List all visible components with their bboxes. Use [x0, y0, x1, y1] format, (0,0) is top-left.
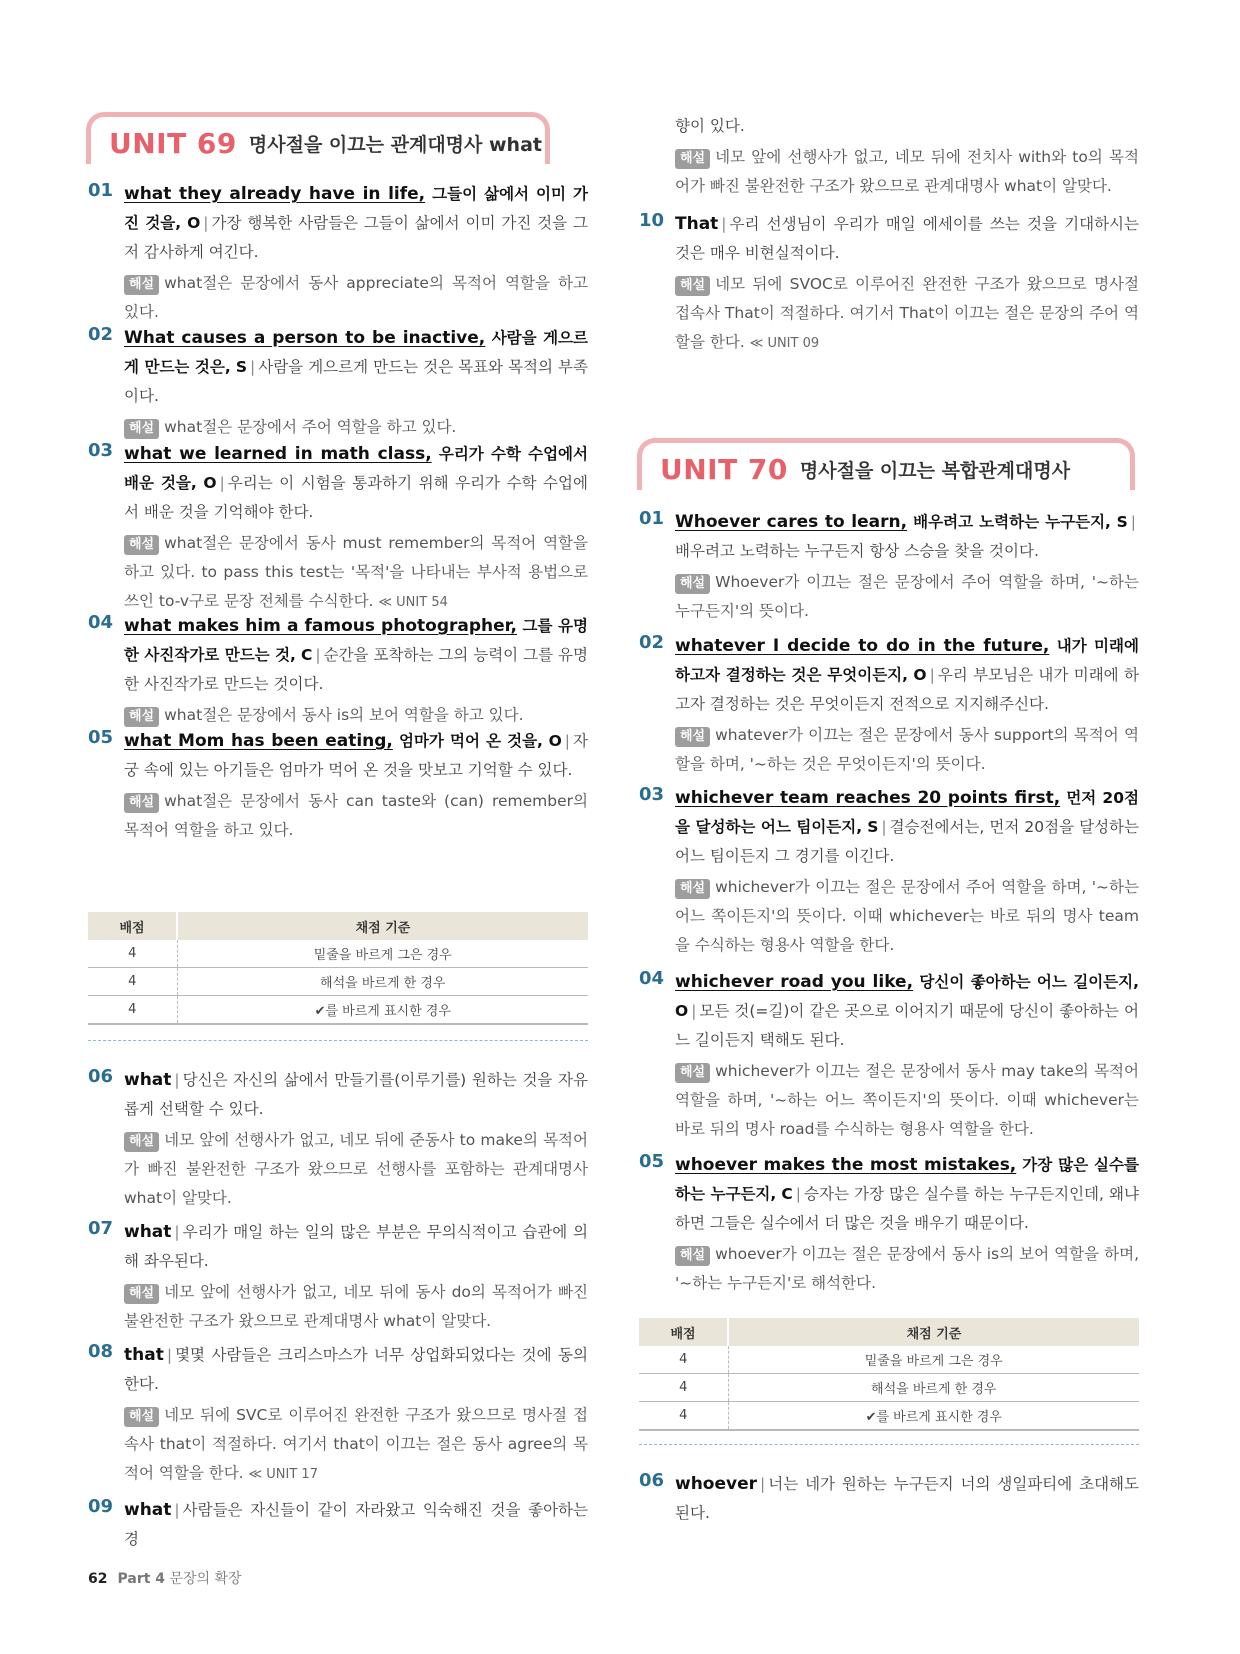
- item-number: 04: [88, 612, 114, 633]
- explanation: whoever가 이끄는 절은 문장에서 동사 is의 보어 역할을 하며, '~하는 누구든지'로 해석한다.: [675, 1245, 1139, 1292]
- item-number: 02: [639, 632, 665, 653]
- translation: 우리 부모님은 내가 미래에 하고자 결정하는 것은 무엇이든지 전적으로 지지해주신다.: [675, 666, 1139, 713]
- header-points: 배점: [639, 1318, 728, 1346]
- answer-translation: 사람을 게으르게 만드는 것은,: [124, 329, 588, 376]
- item-number: 03: [88, 440, 114, 461]
- answer: what: [124, 1222, 172, 1242]
- translation: 가장 행복한 사람들은 그들이 삶에서 이미 가진 것을 그저 감사하게 여긴다.: [124, 214, 588, 261]
- item-number: 01: [639, 508, 665, 529]
- table-cell: ✔를 바르게 표시한 경우: [728, 1402, 1139, 1431]
- explanation: what절은 문장에서 동사 appreciate의 목적어 역할을 하고 있다.: [124, 274, 588, 321]
- translation: 모든 것(=길)이 같은 곳으로 이어지기 때문에 당신이 좋아하는 어느 길이든지 택해도 된다.: [675, 1002, 1139, 1049]
- u70-item-02: 02 whatever I decide to do in the future, 내가 미래에 하고자 결정하는 것은 무엇이든지, O | 우리 부모님은 내가 미래에 하고자 결정하는 것은 무엇이든지 전적으로 지지해주신다. 해설 whatever가 이끄는 절은 문장에서 동사 support의 목적어 역할을 하며, '~하는 것은 무엇이든지'의 뜻이다.: [639, 632, 1139, 773]
- item-number: 08: [88, 1341, 114, 1362]
- explanation-badge: 해설: [124, 535, 159, 555]
- translation: 너는 네가 원하는 누구든지 너의 생일파티에 초대해도 된다.: [675, 1475, 1139, 1522]
- part-label: Part 4: [117, 1571, 166, 1587]
- explanation-badge: 해설: [124, 275, 159, 295]
- answer-translation: 당신이 좋아하는 어느 길이든지,: [913, 973, 1140, 991]
- unit-70-header: [637, 438, 1135, 490]
- table-cell: 밑줄을 바르게 그은 경우: [177, 940, 588, 968]
- explanation-badge: 해설: [124, 1284, 159, 1304]
- answer-translation: 그들이 삶에서 이미 가진 것을,: [124, 185, 588, 232]
- header-points: 배점: [88, 912, 177, 940]
- item-number: 03: [639, 784, 665, 805]
- sentence-role: O: [203, 474, 217, 492]
- answer-translation: 우리가 수학 수업에서 배운 것을,: [124, 445, 588, 492]
- u69-item-02: 02 What causes a person to be inactive, 사람을 게으르게 만드는 것은, S | 사람을 게으르게 만드는 것은 목표와 목적의 부족 이다. 해설 what절은 문장에서 주어 역할을 하고 있다.: [88, 324, 588, 442]
- table-cell: 4: [88, 940, 177, 968]
- u69-item-03: 03 what we learned in math class, 우리가 수학 수업에서 배운 것을, O | 우리는 이 시험을 통과하기 위해 우리가 수학 수업에서 배운 것을 기억해야 한다. 해설 what절은 문장에서 동사 must remember의 목적어 역할을 하고 있다. to pass this test는 '목적'을 나타내는 부사적 용법으로 쓰인 to-v구로 문장 전체를 수식한다. ≪ UNIT 54: [88, 440, 588, 610]
- answer-translation: 내가 미래에 하고자 결정하는 것은 무엇이든지,: [675, 637, 1139, 684]
- translation: 우리 선생님이 우리가 매일 에세이를 쓰는 것을 기대하시는 것은 매우 비현실적이다.: [675, 215, 1139, 262]
- u69-item-05: 05 what Mom has been eating, 엄마가 먹어 온 것을, O | 자궁 속에 있는 아기들은 엄마가 먹어 온 것을 맛보고 기억할 수 있다. 해설 what절은 문장에서 동사 can taste와 (can) remember의 목적어 역할을 하고 있다.: [88, 727, 588, 839]
- translation: 우리가 매일 하는 일의 많은 부분은 무의식적이고 습관에 의해 좌우된다.: [124, 1223, 588, 1270]
- sentence-role: O: [913, 666, 927, 684]
- u69-item-04: 04 what makes him a famous photographer, 그를 유명한 사진작가로 만드는 것, C | 순간을 포착하는 그의 능력이 그를 유명한 사진작가로 만드는 것이다. 해설 what절은 문장에서 동사 is의 보어 역할을 하고 있다.: [88, 612, 588, 730]
- unit-reference: ≪ UNIT 09: [749, 336, 820, 351]
- translation: 몇몇 사람들은 크리스마스가 너무 상업화되었다는 것에 동의한다.: [124, 1346, 588, 1393]
- u69-item-10: 10 That | 우리 선생님이 우리가 매일 에세이를 쓰는 것을 기대하시는 것은 매우 비현실적이다. 해설 네모 뒤에 SVOC로 이루어진 완전한 구조가 왔으므로 명사절 접속사 That이 적절하다. 여기서 That이 이끄는 절은 문장의 주어 역할을 한다. ≪ UNIT 09: [639, 210, 1139, 351]
- header-criteria: 채점 기준: [177, 912, 588, 940]
- explanation-badge: 해설: [675, 727, 710, 747]
- translation: 사람들은 자신들이 같이 자라왔고 익숙해진 것을 좋아하는 경: [124, 1501, 588, 1548]
- explanation-badge: 해설: [124, 1132, 159, 1152]
- answer: whoever: [675, 1474, 758, 1494]
- answer-translation: 그를 유명한 사진작가로 만드는 것,: [124, 617, 588, 664]
- unit-70-number: UNIT 70: [660, 453, 788, 486]
- explanation-badge: 해설: [675, 149, 710, 169]
- section-divider: [639, 1444, 1139, 1445]
- unit-69-number: UNIT 69: [109, 127, 237, 160]
- u69-item-08: 08 that | 몇몇 사람들은 크리스마스가 너무 상업화되었다는 것에 동의한다. 해설 네모 뒤에 SVC로 이루어진 완전한 구조가 왔으므로 명사절 접속사 that이 적절하다. 여기서 that이 이끄는 절은 동사 agree의 목적어 역할을 한다. ≪ UNIT 17: [88, 1341, 588, 1482]
- answer: what Mom has been eating,: [124, 731, 393, 751]
- table-cell: 해석을 바르게 한 경우: [177, 968, 588, 996]
- u70-item-01: 01 Whoever cares to learn, 배우려고 노력하는 누구든지, S |배우려고 노력하는 누구든지 항상 스승을 찾을 것이다. 해설 Whoever가 이끄는 절은 문장에서 주어 역할을 하며, '~하는 누구든지'의 뜻이다.: [639, 508, 1139, 620]
- answer: whatever I decide to do in the future,: [675, 636, 1050, 656]
- answer: what we learned in math class,: [124, 444, 432, 464]
- unit-reference: ≪ UNIT 17: [248, 1467, 318, 1482]
- explanation: 네모 뒤에 SVOC로 이루어진 완전한 구조가 왔으므로 명사절 접속사 That이 적절하다. 여기서 That이 이끄는 절은 문장의 주어 역할을 한다.: [675, 275, 1139, 351]
- explanation-badge: 해설: [124, 1407, 159, 1427]
- answer-translation: 가장 많은 실수를 하는 누구든지,: [675, 1156, 1139, 1203]
- unit-69-header: [86, 112, 550, 164]
- sentence-role: C: [300, 646, 313, 664]
- answer: what they already have in life,: [124, 184, 426, 204]
- explanation: whichever가 이끄는 절은 문장에서 동사 may take의 목적어 역할을 하며, '~하는 어느 쪽이든지'의 뜻이다. 이때 whichever는 바로 뒤의 명사 road를 수식하는 형용사 역할을 한다.: [675, 1062, 1139, 1138]
- part-title: 문장의 확장: [169, 1571, 242, 1587]
- explanation-badge: 해설: [124, 793, 159, 813]
- explanation: what절은 문장에서 동사 is의 보어 역할을 하고 있다.: [164, 706, 524, 724]
- explanation-badge: 해설: [675, 1246, 710, 1266]
- translation: 우리는 이 시험을 통과하기 위해 우리가 수학 수업에서 배운 것을 기억해야 한다.: [124, 474, 588, 521]
- item-number: 10: [639, 210, 665, 231]
- answer: that: [124, 1345, 164, 1365]
- answer-translation: 엄마가 먹어 온 것을,: [392, 732, 543, 750]
- answer: That: [675, 214, 719, 234]
- u69-item-09-continued: [639, 112, 1139, 201]
- table-cell: 4: [639, 1402, 728, 1431]
- explanation: 네모 앞에 선행사가 없고, 네모 뒤에 동사 do의 목적어가 빠진 불완전한 구조가 왔으므로 관계대명사 what이 알맞다.: [124, 1283, 588, 1330]
- unit-69-subtitle: 명사절을 이끄는 관계대명사 what: [248, 134, 542, 156]
- u69-item-07: 07 what | 우리가 매일 하는 일의 많은 부분은 무의식적이고 습관에 의해 좌우된다. 해설 네모 앞에 선행사가 없고, 네모 뒤에 동사 do의 목적어가 빠진 불완전한 구조가 왔으므로 관계대명사 what이 알맞다.: [88, 1218, 588, 1330]
- sentence-role: O: [548, 732, 562, 750]
- item-number: 06: [639, 1470, 665, 1491]
- explanation: whatever가 이끄는 절은 문장에서 동사 support의 목적어 역할을 하며, '~하는 것은 무엇이든지'의 뜻이다.: [675, 726, 1139, 773]
- sentence-role: S: [235, 358, 247, 376]
- u70-item-04: 04 whichever road you like, 당신이 좋아하는 어느 길이든지, O | 모든 것(=길)이 같은 곳으로 이어지기 때문에 당신이 좋아하는 어느 길이든지 택해도 된다. 해설 whichever가 이끄는 절은 문장에서 동사 may take의 목적어 역할을 하며, '~하는 어느 쪽이든지'의 뜻이다. 이때 whichever는 바로 뒤의 명사 road를 수식하는 형용사 역할을 한다.: [639, 968, 1140, 1138]
- explanation-badge: 해설: [675, 879, 710, 899]
- answer: what: [124, 1070, 172, 1090]
- sentence-role: C: [781, 1185, 793, 1203]
- explanation: 네모 앞에 선행사가 없고, 네모 뒤에 전치사 with와 to의 목적어가 빠진 불완전한 구조가 왔으므로 관계대명사 what이 알맞다.: [675, 148, 1139, 195]
- explanation: Whoever가 이끄는 절은 문장에서 주어 역할을 하며, '~하는 누구든지'의 뜻이다.: [675, 573, 1139, 620]
- explanation-badge: 해설: [675, 276, 710, 296]
- explanation-badge: 해설: [675, 1063, 710, 1083]
- header-criteria: 채점 기준: [728, 1318, 1139, 1346]
- translation: 자궁 속에 있는 아기들은 엄마가 먹어 온 것을 맛보고 기억할 수 있다.: [124, 732, 588, 779]
- table-cell: 해석을 바르게 한 경우: [728, 1374, 1139, 1402]
- table-cell: 밑줄을 바르게 그은 경우: [728, 1346, 1139, 1374]
- answer-translation: 먼저 20점을 달성하는 어느 팀이든지,: [675, 789, 1139, 836]
- item-number: 06: [88, 1066, 114, 1087]
- answer: What causes a person to be inactive,: [124, 328, 486, 348]
- u70-item-06: 06 whoever | 너는 네가 원하는 누구든지 너의 생일파티에 초대해도 된다.: [639, 1470, 1139, 1522]
- u69-item-09: 09 what | 사람들은 자신들이 같이 자라왔고 익숙해진 것을 좋아하는 경: [88, 1496, 588, 1548]
- u69-item-06: 06 what | 당신은 자신의 삶에서 만들기를(이루기를) 원하는 것을 자유롭게 선택할 수 있다. 해설 네모 앞에 선행사가 없고, 네모 뒤에 준동사 to make의 목적어가 빠진 불완전한 구조가 왔으므로 선행사를 포함하는 관계대명사 what이 알맞다.: [88, 1066, 588, 1207]
- translation: 사람을 게으르게 만드는 것은 목표와 목적의 부족 이다.: [124, 358, 588, 405]
- explanation-badge: 해설: [675, 574, 710, 594]
- explanation: what절은 문장에서 주어 역할을 하고 있다.: [164, 418, 457, 436]
- explanation-badge: 해설: [124, 419, 159, 439]
- table-cell: ✔를 바르게 표시한 경우: [177, 996, 588, 1025]
- explanation: what절은 문장에서 동사 can taste와 (can) remember의 목적어 역할을 하고 있다.: [124, 792, 588, 839]
- section-divider: [88, 1040, 588, 1041]
- item-number: 09: [88, 1496, 114, 1517]
- u70-item-03: 03 whichever team reaches 20 points first, 먼저 20점을 달성하는 어느 팀이든지, S | 결승전에서는, 먼저 20점을 달성하는 어느 팀이든지 그 경기를 이긴다. 해설 whichever가 이끄는 절은 문장에서 주어 역할을 하며, '~하는 어느 쪽이든지'의 뜻이다. 이때 whichever는 바로 뒤의 명사 team을 수식하는 형용사 역할을 한다.: [639, 784, 1139, 954]
- item-number: 05: [88, 727, 114, 748]
- table-cell: 4: [88, 968, 177, 996]
- translation: 승자는 가장 많은 실수를 하는 누구든지인데, 왜냐하면 그들은 실수에서 더 많은 것을 배우기 때문이다.: [675, 1185, 1140, 1232]
- translation: 결승전에서는, 먼저 20점을 달성하는 어느 팀이든지 그 경기를 이긴다.: [675, 818, 1139, 865]
- answer: whichever road you like,: [675, 972, 914, 992]
- item-number: 05: [639, 1151, 665, 1172]
- answer: whoever makes the most mistakes,: [675, 1155, 1017, 1175]
- explanation-badge: 해설: [124, 707, 159, 727]
- answer: whichever team reaches 20 points first,: [675, 788, 1061, 808]
- translation: 배우려고 노력하는 누구든지 항상 스승을 찾을 것이다.: [675, 542, 1039, 560]
- item-number: 04: [639, 968, 665, 989]
- translation: 순간을 포착하는 그의 능력이 그를 유명한 사진작가로 만드는 것이다.: [124, 646, 588, 693]
- sentence-role: S: [867, 818, 879, 836]
- item-number: 01: [88, 180, 114, 201]
- page-footer: [88, 1568, 242, 1588]
- explanation: whichever가 이끄는 절은 문장에서 주어 역할을 하며, '~하는 어느 쪽이든지'의 뜻이다. 이때 whichever는 바로 뒤의 명사 team을 수식하는 형용사 역할을 한다.: [675, 878, 1139, 954]
- sentence-role: O: [187, 214, 201, 232]
- translation: 향이 있다.: [675, 117, 745, 135]
- item-number: 07: [88, 1218, 114, 1239]
- table-cell: 4: [639, 1374, 728, 1402]
- translation: 당신은 자신의 삶에서 만들기를(이루기를) 원하는 것을 자유롭게 선택할 수 있다.: [124, 1071, 588, 1118]
- scoring-table: [639, 1318, 1139, 1431]
- answer-translation: 배우려고 노력하는 누구든지,: [907, 513, 1111, 531]
- explanation: 네모 앞에 선행사가 없고, 네모 뒤에 준동사 to make의 목적어가 빠진 불완전한 구조가 왔으므로 선행사를 포함하는 관계대명사 what이 알맞다.: [124, 1131, 588, 1207]
- u69-item-01: 01 what they already have in life, 그들이 삶에서 이미 가진 것을, O | 가장 행복한 사람들은 그들이 삶에서 이미 가진 것을 그저 감사하게 여긴다. 해설 what절은 문장에서 동사 appreciate의 목적어 역할을 하고 있다.: [88, 180, 588, 321]
- sentence-role: O: [675, 1002, 689, 1020]
- unit-70-subtitle: 명사절을 이끄는 복합관계대명사: [799, 460, 1071, 482]
- answer: Whoever cares to learn,: [675, 512, 908, 532]
- table-cell: 4: [88, 996, 177, 1025]
- answer: what: [124, 1500, 172, 1520]
- table-cell: 4: [639, 1346, 728, 1374]
- answer: what makes him a famous photographer,: [124, 616, 517, 636]
- u70-item-05: 05 whoever makes the most mistakes, 가장 많은 실수를 하는 누구든지, C | 승자는 가장 많은 실수를 하는 누구든지인데, 왜냐하면 그들은 실수에서 더 많은 것을 배우기 때문이다. 해설 whoever가 이끄는 절은 문장에서 동사 is의 보어 역할을 하며, '~하는 누구든지'로 해석한다.: [639, 1151, 1140, 1292]
- scoring-table: [88, 912, 588, 1025]
- sentence-role: S: [1116, 513, 1128, 531]
- explanation: what절은 문장에서 동사 must remember의 목적어 역할을 하고 있다. to pass this test는 '목적'을 나타내는 부사적 용법으로 쓰인 to-v구로 문장 전체를 수식한다.: [124, 534, 588, 610]
- item-number: 02: [88, 324, 114, 345]
- explanation: 네모 뒤에 SVC로 이루어진 완전한 구조가 왔으므로 명사절 접속사 that이 적절하다. 여기서 that이 이끄는 절은 동사 agree의 목적어 역할을 한다.: [124, 1406, 588, 1482]
- unit-reference: ≪ UNIT 54: [378, 595, 448, 610]
- page-number: 62: [88, 1571, 108, 1587]
